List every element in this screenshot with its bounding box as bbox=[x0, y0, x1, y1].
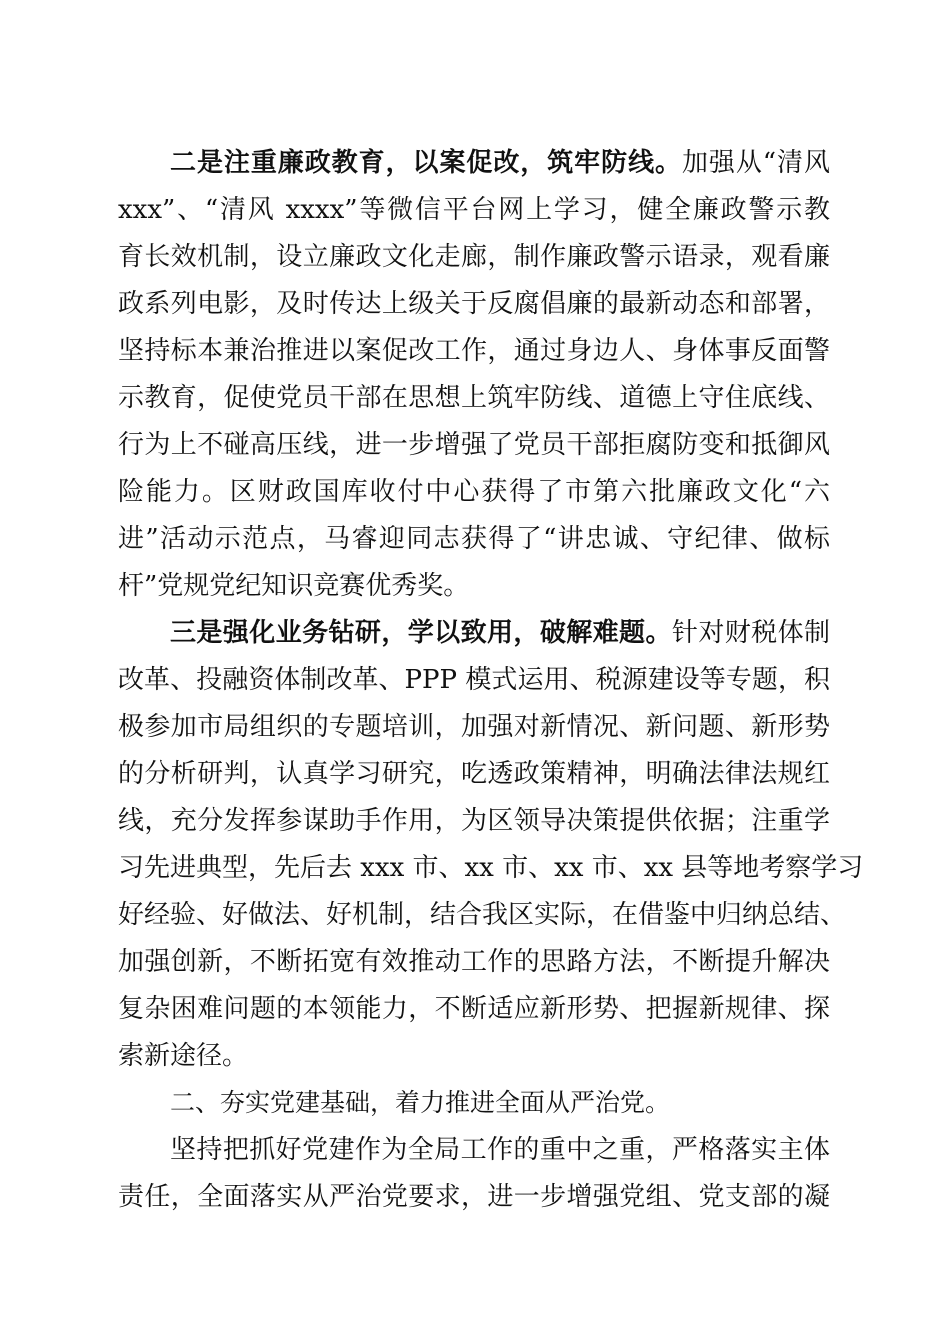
paragraph-1-line: 险能力。区财政国库收付中心获得了市第六批廉政文化“六 bbox=[118, 477, 830, 507]
paragraph-3-line: 责任，全面落实从严治党要求，进一步增强党组、党支部的凝 bbox=[118, 1182, 830, 1212]
paragraph-1-line: 杆”党规党纪知识竞赛优秀奖。 bbox=[118, 571, 470, 601]
paragraph-1-line: 坚持标本兼治推进以案促改工作，通过身边人、身体事反面警 bbox=[118, 336, 830, 366]
paragraph-2-line: 线，充分发挥参谋助手作用，为区领导决策提供依据；注重学 bbox=[118, 806, 830, 836]
paragraph-2-line: 好经验、好做法、好机制，结合我区实际，在借鉴中归纳总结、 bbox=[118, 900, 847, 930]
paragraph-2-line: 复杂困难问题的本领能力，不断适应新形势、把握新规律、探 bbox=[118, 994, 830, 1024]
paragraph-2-line-1 bbox=[170, 617, 830, 649]
paragraph-2-lead: 三是强化业务钻研，学以致用，破解难题。 bbox=[170, 618, 672, 648]
paragraph-2-line: 习先进典型，先后去 xxx 市、xx 市、xx 市、xx 县等地考察学习 bbox=[118, 853, 864, 883]
paragraph-1-line-1 bbox=[170, 147, 830, 179]
paragraph-1-line: xxx”、“清风 xxxx”等微信平台网上学习，健全廉政警示教 bbox=[118, 195, 830, 225]
paragraph-1-line: 行为上不碰高压线，进一步增强了党员干部拒腐防变和抵御风 bbox=[118, 430, 830, 460]
paragraph-1-line: 政系列电影，及时传达上级关于反腐倡廉的最新动态和部署， bbox=[118, 289, 830, 319]
paragraph-2-line: 加强创新，不断拓宽有效推动工作的思路方法，不断提升解决 bbox=[118, 947, 830, 977]
paragraph-2-line-1-rest: 针对财税体制 bbox=[671, 618, 830, 648]
paragraph-2-line: 改革、投融资体制改革、PPP 模式运用、税源建设等专题，积 bbox=[118, 665, 830, 695]
paragraph-1-line: 育长效机制，设立廉政文化走廊，制作廉政警示语录，观看廉 bbox=[118, 242, 830, 272]
paragraph-1-line-1-rest: 加强从“清风 bbox=[681, 148, 830, 178]
paragraph-2-line: 极参加市局组织的专题培训，加强对新情况、新问题、新形势 bbox=[118, 712, 830, 742]
paragraph-2-line: 索新途径。 bbox=[118, 1041, 249, 1071]
paragraph-1-line: 示教育，促使党员干部在思想上筑牢防线、道德上守住底线、 bbox=[118, 383, 830, 413]
paragraph-1-line: 进”活动示范点，马睿迎同志获得了“讲忠诚、守纪律、做标 bbox=[118, 524, 830, 554]
paragraph-3-line-1: 坚持把抓好党建作为全局工作的重中之重，严格落实主体 bbox=[170, 1135, 830, 1165]
section-heading: 二、夯实党建基础，着力推进全面从严治党。 bbox=[170, 1088, 671, 1117]
paragraph-2-line: 的分析研判，认真学习研究，吃透政策精神，明确法律法规红 bbox=[118, 759, 830, 789]
paragraph-1-lead: 二是注重廉政教育，以案促改，筑牢防线。 bbox=[170, 148, 682, 178]
